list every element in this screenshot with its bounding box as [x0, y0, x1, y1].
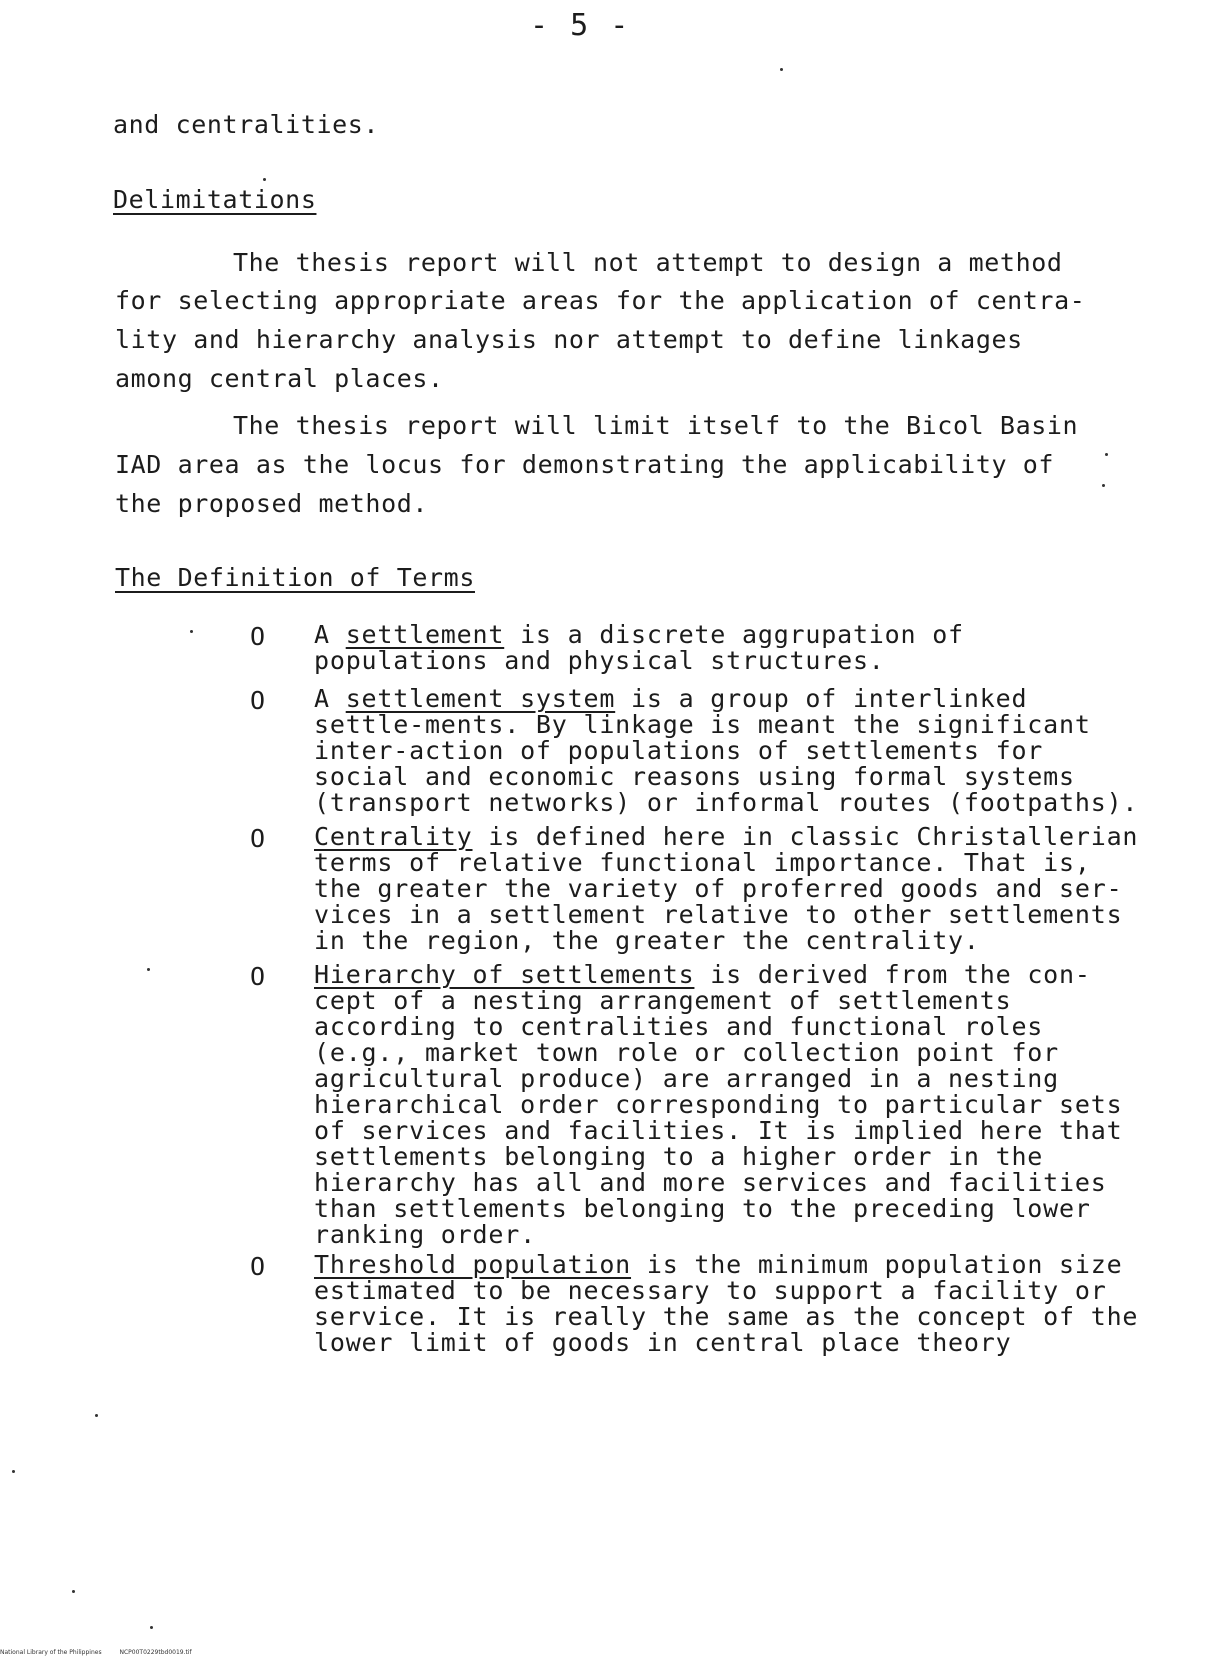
scan-speck [1102, 484, 1105, 487]
bullet-marker: O [250, 824, 266, 853]
definition-body: is defined here in classic Christallerian terms of relative functional importance. That is, the greater the variety of proferred goods and ser-vices in a settlement relative to other settlements in the region, the greater the centrality. [314, 822, 1139, 955]
bullet-marker: O [250, 622, 266, 651]
scan-speck [780, 68, 783, 71]
delimitations-p2-line-3: the proposed method. [115, 489, 429, 518]
definition-body: is a discrete aggrupation of populations and physical structures. [314, 620, 964, 675]
definition-prefix: A [314, 620, 346, 649]
definition-body: is derived from the con-cept of a nesting arrangement of settlements according to centralities and functional roles (e.g., market town role or collection point for agricultural produce) are arranged in a nesting hierarchical order corresponding to particular sets of services and facilities. It is implied here that settlements belonging to a higher order in the hierarchy has all and more services and facilities than settlements belonging to the preceding lower ranking order. [314, 960, 1123, 1249]
definitions-heading: The Definition of Terms [115, 563, 475, 592]
definition-text [314, 622, 1154, 674]
definition-prefix: A [314, 684, 346, 713]
bullet-marker: O [250, 686, 266, 715]
footer-library: National Library of the Philippines [0, 1649, 102, 1656]
intro-fragment: and centralities. [113, 110, 380, 139]
delimitations-p2-line-2: IAD area as the locus for demonstrating the applicability of [115, 450, 1055, 479]
definition-term: Threshold population [314, 1250, 632, 1279]
scan-speck [263, 178, 266, 181]
definition-body: is the minimum population size estimated to be necessary to support a facility or service. It is really the same as the concept of the lower limit of goods in central place theory [314, 1250, 1139, 1357]
bullet-marker: O [250, 1252, 266, 1281]
delimitations-p1-line-4: among central places. [115, 364, 444, 393]
definition-text [314, 1252, 1154, 1356]
definition-term: Hierarchy of settlements [314, 960, 695, 989]
delimitations-p1-line-1: The thesis report will not attempt to design a method [233, 248, 1063, 277]
definition-text [314, 686, 1154, 816]
definition-term: settlement system [345, 684, 616, 713]
scan-speck [190, 630, 193, 633]
scan-speck [12, 1470, 15, 1473]
scan-speck [95, 1414, 98, 1417]
definition-text [314, 824, 1154, 954]
delimitations-p2-line-1: The thesis report will limit itself to the Bicol Basin [233, 411, 1079, 440]
scan-speck [1105, 453, 1108, 456]
definition-text [314, 962, 1154, 1248]
definition-term: settlement [345, 620, 505, 649]
page-number: - 5 - [530, 8, 631, 43]
definition-term: Centrality [314, 822, 473, 851]
delimitations-p1-line-2: for selecting appropriate areas for the application of centra- [115, 286, 1086, 315]
footer-file: NCP00T0229tbd0019.tif [119, 1649, 192, 1656]
scan-footer [0, 1649, 208, 1656]
delimitations-p1-line-3: lity and hierarchy analysis nor attempt to define linkages [115, 325, 1023, 354]
bullet-marker: O [250, 962, 266, 991]
scan-speck [150, 1626, 153, 1629]
scan-speck [147, 968, 150, 971]
definition-body: is a group of interlinked settle-ments. By linkage is meant the significant inter-action of populations of settlements for social and economic reasons using formal systems (transport networks) or informal routes (footpaths). [314, 684, 1139, 817]
delimitations-heading: Delimitations [113, 185, 317, 214]
scan-speck [72, 1590, 75, 1593]
